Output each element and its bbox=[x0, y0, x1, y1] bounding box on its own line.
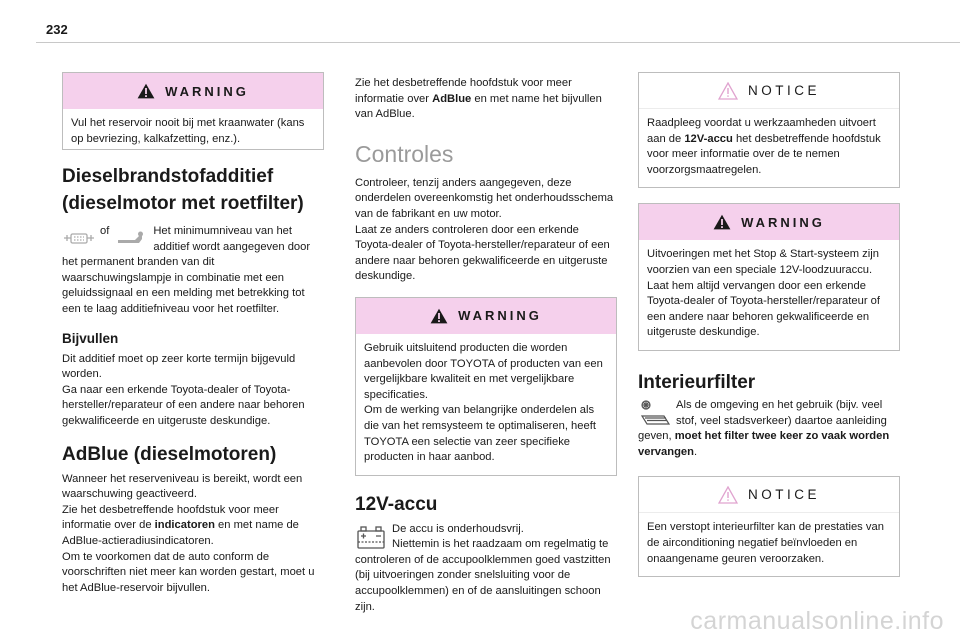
filter-line2: stof, veel stadsverkeer) daartoe aanleiding bbox=[676, 414, 887, 427]
warning-header bbox=[63, 73, 323, 109]
column-1 bbox=[62, 72, 324, 596]
top-divider bbox=[36, 42, 960, 43]
warning-box-1 bbox=[62, 72, 324, 150]
bijvullen-text1: Dit additief moet op zeer korte termijn bijgevuld worden. bbox=[62, 352, 296, 381]
warning-body bbox=[356, 334, 616, 475]
warning-title: WARNING bbox=[165, 83, 249, 99]
diesel-intro-line2: additief wordt aangegeven door bbox=[153, 240, 311, 253]
warning-header bbox=[356, 298, 616, 334]
bijvullen-heading: Bijvullen bbox=[62, 330, 119, 346]
controles-text2: Laat ze anders controleren door een erkende Toyota-dealer of Toyota-hersteller/reparateur of een andere naar behoren gekwalificeerde en uitgeruste deskundige. bbox=[355, 223, 610, 283]
filter-text-pre: geven, bbox=[638, 430, 675, 443]
adblue-text2-post: en met name de AdBlue-actieradiusindicatoren. bbox=[62, 519, 299, 547]
controles-text1: Controleer, tenzij anders aangegeven, deze onderdelen overeenkomstig het onderhoudsschema van de fabrikant en uw motor. bbox=[355, 176, 614, 220]
battery-icon bbox=[355, 522, 387, 552]
notice-text: Een verstopt interieurfilter kan de prestaties van de airconditioning negatief beïnvloeden en onaangename geuren veroorzaken. bbox=[647, 521, 884, 565]
or-word: of bbox=[100, 225, 110, 237]
warning-title: WARNING bbox=[458, 308, 542, 324]
notice-box-1 bbox=[638, 72, 900, 188]
column-2 bbox=[355, 76, 617, 615]
adblue-reference bbox=[355, 76, 617, 123]
warning-triangle-icon bbox=[137, 83, 155, 99]
notice-text-bold: 12V-accu bbox=[684, 132, 733, 145]
adblue-text3: Om te voorkomen dat de auto conform de voorschriften niet meer kan worden gestart, moet u het AdBlue-reservoir bijvullen. bbox=[62, 550, 315, 594]
notice-text-pre: Raadpleeg voordat u werkzaamheden uitvoert aan de bbox=[647, 117, 876, 145]
watermark: carmanualsonline.info bbox=[690, 607, 944, 635]
notice-triangle-icon bbox=[718, 486, 738, 504]
diesel-title-line1: Dieselbrandstofadditief bbox=[62, 166, 274, 187]
adblue-ref-pre: Zie het desbetreffende hoofdstuk voor meer informatie over bbox=[355, 77, 572, 105]
accu-line2: Niettemin is het raadzaam om regelmatig te bbox=[392, 538, 609, 551]
diesel-additive-title bbox=[62, 165, 324, 216]
bijvullen-text2: Ga naar een erkende Toyota-dealer of Toyota-hersteller/reparateur of een andere naar behoren gekwalificeerde en uitgeruste deskundige. bbox=[62, 383, 305, 427]
warning-text1: Gebruik uitsluitend producten die worden aanbevolen door TOYOTA of producten van een vergelijkbare kwaliteit en met vergelijkbare specificaties. bbox=[364, 341, 603, 401]
warning-text: Vul het reservoir nooit bij met kraanwater (kans op bevriezing, kalkafzetting, enz.). bbox=[71, 117, 305, 145]
notice-header bbox=[639, 73, 899, 109]
adblue-text1: Wanneer het reserveniveau is bereikt, wordt een waarschuwing geactiveerd. bbox=[62, 472, 303, 501]
diesel-intro-line1: Het minimumniveau van het bbox=[153, 225, 293, 237]
adblue-text2 bbox=[62, 503, 324, 550]
diesel-intro-text: het permanent branden van dit waarschuwingslampje in combinatie met een geluidssignaal en een melding met betrekking tot een te laag additiefniveau voor het roetfilter. bbox=[62, 256, 305, 315]
warning-title: WARNING bbox=[741, 214, 825, 230]
warning-text2: Laat hem altijd vervangen door een erkende Toyota-dealer of Toyota-hersteller/reparateur of een andere naar behoren gekwalificeerde en uitgeruste deskundige. bbox=[647, 279, 880, 339]
warning-text2: Om de werking van belangrijke onderdelen als die van het remsysteem te optimaliseren, heeft TOYOTA een selectie van zeer specifieke producten in haar aanbod. bbox=[364, 404, 596, 464]
engine-service-icon bbox=[115, 227, 145, 249]
warning-triangle-icon bbox=[430, 308, 448, 324]
warning-header bbox=[639, 204, 899, 240]
notice-title: NOTICE bbox=[747, 487, 820, 503]
accu-text: controleren of de accupoolklemmen goed vastzitten (bij uitvoeringen zonder snelsluiting voor de accupoolklemmen) en of de aansluitingen schoon zijn. bbox=[355, 553, 611, 613]
filter-text bbox=[638, 429, 900, 460]
warning-box-3 bbox=[638, 203, 900, 351]
accu-line1: De accu is onderhoudsvrij. bbox=[392, 522, 524, 535]
cabin-filter-icon bbox=[638, 398, 672, 428]
column-3 bbox=[638, 72, 900, 577]
adblue-ref-bold: AdBlue bbox=[432, 92, 472, 105]
notice-box-2 bbox=[638, 476, 900, 577]
fuel-additive-warning-icon bbox=[62, 227, 96, 249]
interieurfilter-heading: Interieurfilter bbox=[638, 371, 756, 393]
page-number: 232 bbox=[46, 22, 68, 37]
notice-text-post: het desbetreffende hoofdstuk voor meer informatie over de te nemen voorzorgsmaatregelen. bbox=[647, 132, 881, 176]
diesel-title-line2: (dieselmotor met roetfilter) bbox=[62, 193, 304, 214]
filter-line1: Als de omgeving en het gebruik (bijv. veel bbox=[676, 398, 883, 411]
accu-intro bbox=[355, 522, 617, 553]
warning-body bbox=[639, 240, 899, 350]
warning-box-2 bbox=[355, 297, 617, 476]
notice-title: NOTICE bbox=[747, 83, 820, 98]
filter-text-bold: moet het filter twee keer zo vaak worden vervangen bbox=[638, 430, 890, 458]
warning-triangle-icon bbox=[713, 214, 731, 230]
notice-triangle-icon bbox=[718, 82, 738, 100]
notice-header bbox=[639, 477, 899, 513]
adblue-ref-post: en met name het bijvullen van AdBlue. bbox=[355, 92, 602, 121]
accu-heading: 12V-accu bbox=[355, 493, 438, 515]
notice-text bbox=[639, 109, 899, 187]
controles-heading: Controles bbox=[355, 140, 454, 167]
diesel-intro bbox=[62, 224, 324, 318]
filter-text-post: . bbox=[693, 445, 698, 458]
warning-text1: Uitvoeringen met het Stop & Start-systeem zijn voorzien van een speciale 12V-loodzuuraccu. bbox=[647, 248, 879, 276]
adblue-text2-pre: Zie het desbetreffende hoofdstuk voor meer informatie over de bbox=[62, 503, 279, 532]
filter-intro bbox=[638, 398, 900, 429]
adblue-text2-bold: indicatoren bbox=[154, 519, 215, 532]
adblue-heading: AdBlue (dieselmotoren) bbox=[62, 443, 277, 465]
